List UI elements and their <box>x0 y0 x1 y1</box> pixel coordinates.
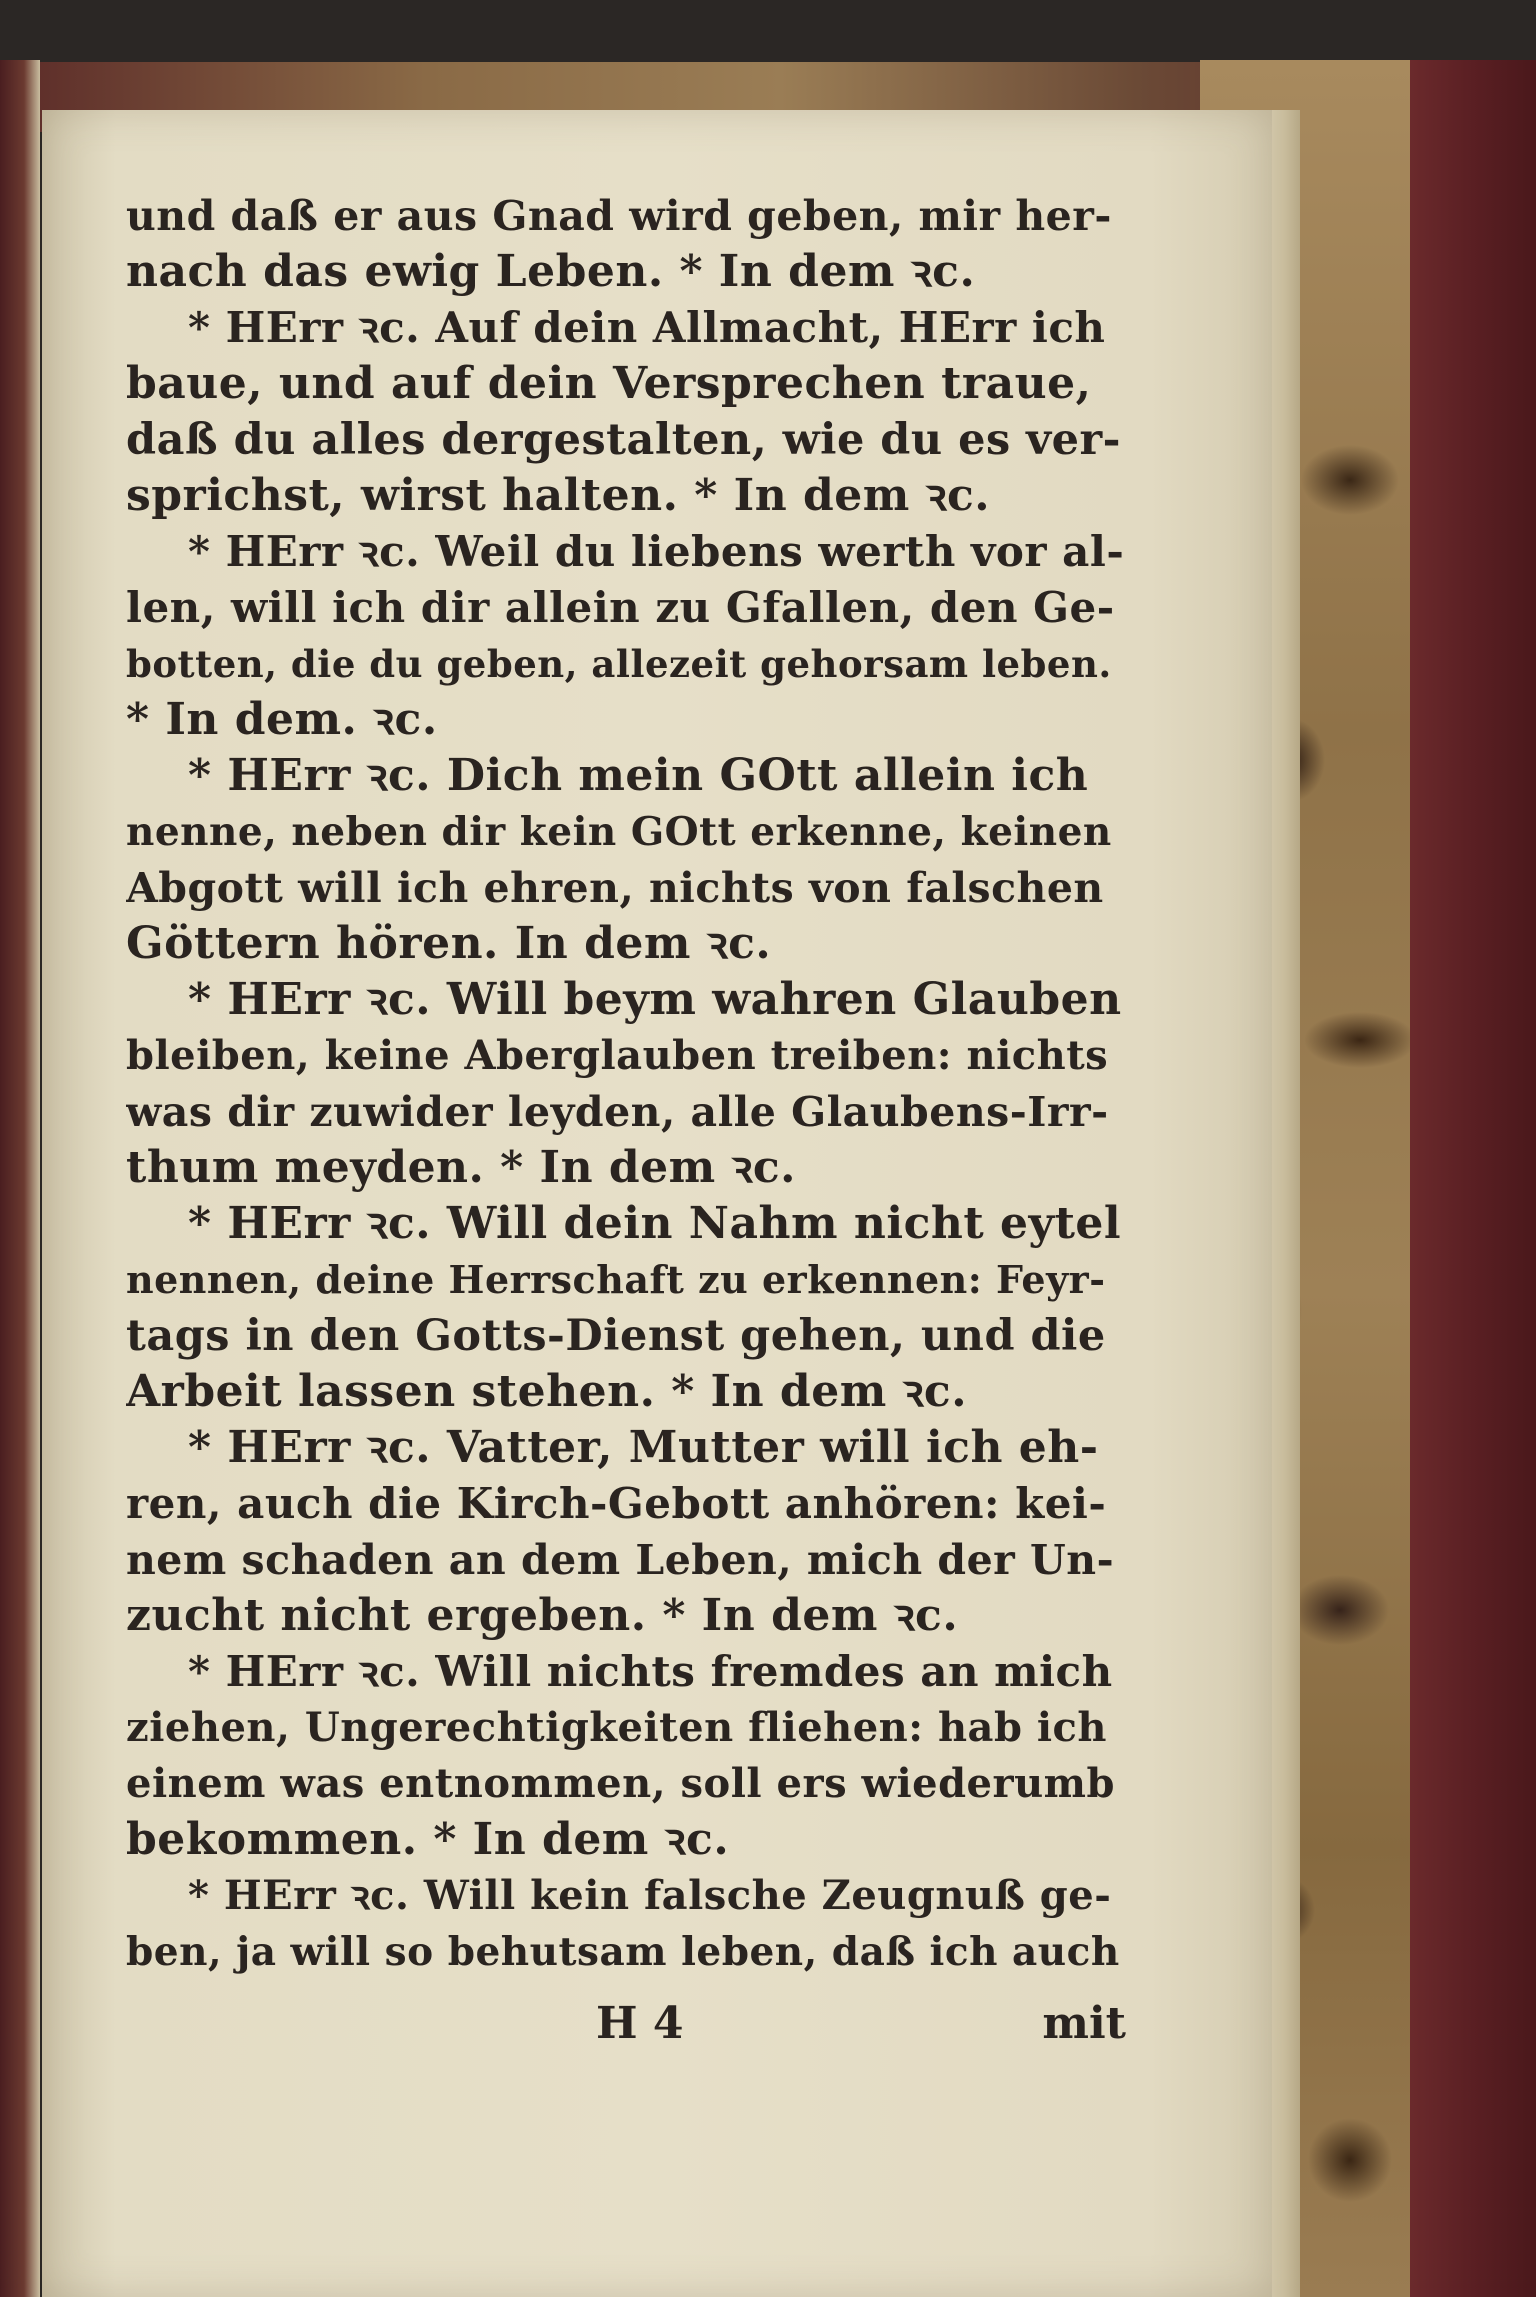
text-line: zucht nicht ergeben. * In dem ꝛc. <box>126 1590 959 1641</box>
text-line: * HErr ꝛc. Dich mein GOtt allein ich <box>188 750 1089 801</box>
text-line: nenne, neben dir kein GOtt erkenne, keinen <box>126 809 1112 855</box>
signature-mark: H 4 <box>596 1998 684 2049</box>
text-line: * HErr ꝛc. Weil du liebens werth vor al- <box>188 527 1125 576</box>
text-line: sprichst, wirst halten. * In dem ꝛc. <box>126 470 991 521</box>
text-line: baue, und auf dein Versprechen traue, <box>126 358 1092 409</box>
text-line: * HErr ꝛc. Will nichts fremdes an mich <box>188 1647 1113 1696</box>
text-line: einem was entnommen, soll ers wiederumb <box>126 1760 1115 1807</box>
text-line: daß du alles dergestalten, wie du es ver- <box>126 415 1121 465</box>
text-line: ren, auch die Kirch-Gebott anhören: kei- <box>126 1479 1107 1528</box>
text-line: ziehen, Ungerechtigkeiten fliehen: hab ich <box>126 1704 1107 1751</box>
right-binding <box>1410 60 1536 2297</box>
text-line: * HErr ꝛc. Vatter, Mutter will ich eh- <box>188 1422 1099 1473</box>
page-text <box>126 188 1126 1980</box>
text-line: * HErr ꝛc. Will dein Nahm nicht eytel <box>188 1198 1122 1249</box>
text-line: und daß er aus Gnad wird geben, mir her- <box>126 192 1112 240</box>
text-line: Abgott will ich ehren, nichts von falschen <box>126 864 1104 912</box>
text-line: Arbeit lassen stehen. * In dem ꝛc. <box>126 1366 968 1417</box>
text-line: * HErr ꝛc. Will beym wahren Glauben <box>188 974 1122 1025</box>
text-line: was dir zuwider leyden, alle Glaubens-Irr- <box>126 1088 1109 1136</box>
catchword: mit <box>1042 1998 1126 2049</box>
text-line: bekommen. * In dem ꝛc. <box>126 1814 730 1865</box>
text-line: nennen, deine Herrschaft zu erkennen: Feyr- <box>126 1257 1106 1302</box>
text-line: len, will ich dir allein zu Gfallen, den Ge- <box>126 583 1115 632</box>
text-line: ben, ja will so behutsam leben, daß ich auch <box>126 1929 1120 1975</box>
text-line: * In dem. ꝛc. <box>126 694 438 745</box>
text-line: * HErr ꝛc. Auf dein Allmacht, HErr ich <box>188 303 1106 352</box>
page-footer <box>126 1998 1126 2054</box>
text-line: nach das ewig Leben. * In dem ꝛc. <box>126 246 976 297</box>
text-line: * HErr ꝛc. Will kein falsche Zeugnuß ge- <box>188 1872 1112 1919</box>
text-line: thum meyden. * In dem ꝛc. <box>126 1142 797 1193</box>
text-line: nem schaden an dem Leben, mich der Un- <box>126 1536 1115 1584</box>
text-line: tags in den Gotts-Dienst gehen, und die <box>126 1311 1106 1361</box>
text-line: Göttern hören. In dem ꝛc. <box>126 918 772 969</box>
left-binding <box>0 60 40 2297</box>
text-line: botten, die du geben, allezeit gehorsam leben. <box>126 642 1112 686</box>
text-line: bleiben, keine Aberglauben treiben: nichts <box>126 1032 1109 1079</box>
